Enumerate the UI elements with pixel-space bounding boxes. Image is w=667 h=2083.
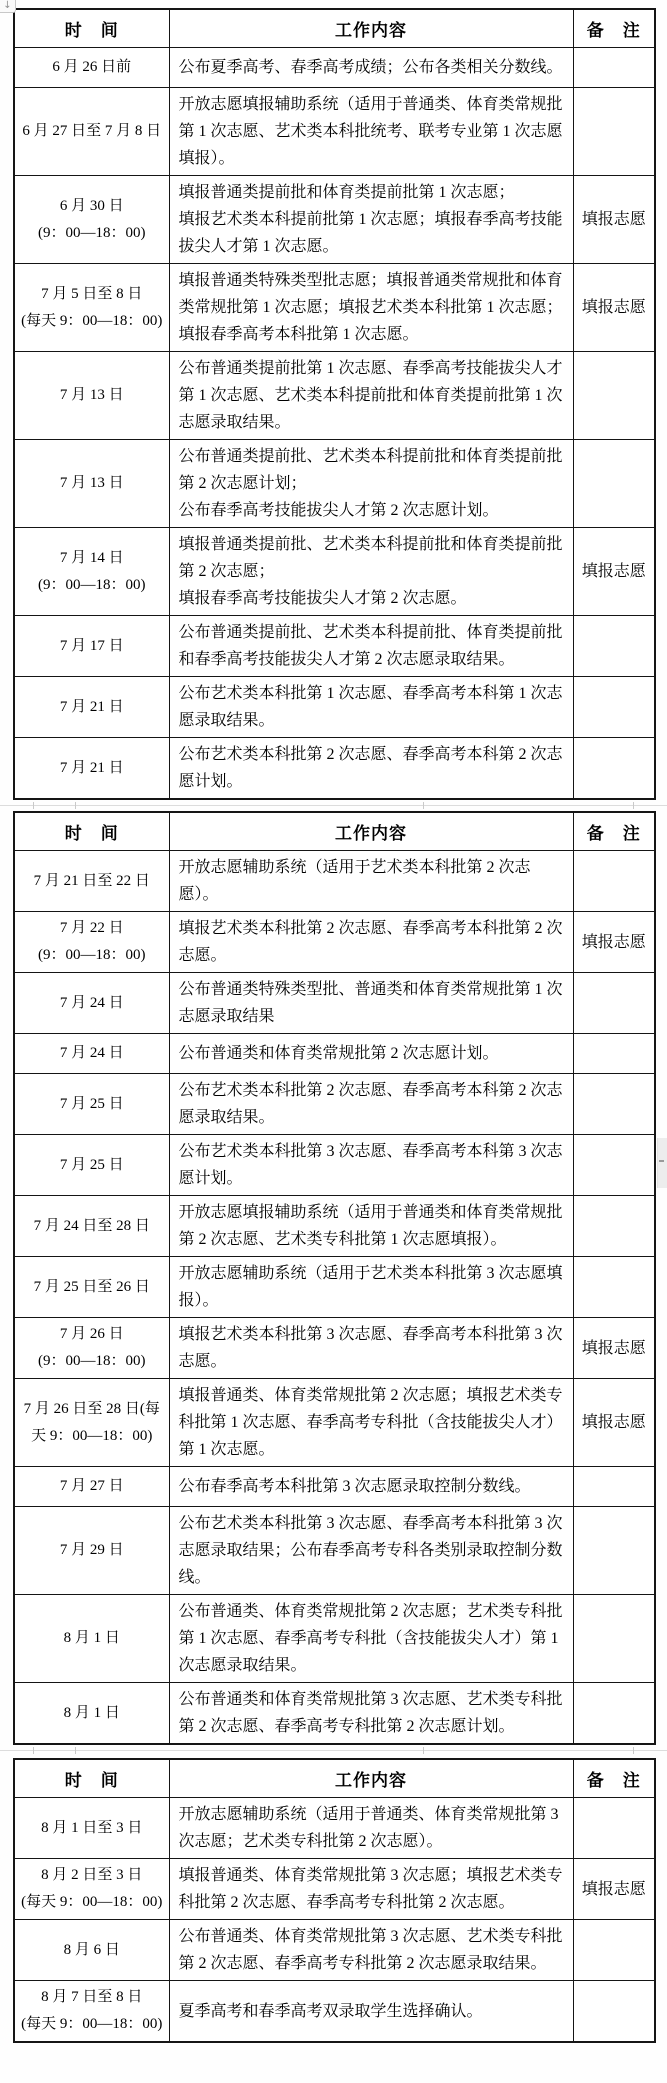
note-cell: [573, 88, 655, 176]
time-cell: [14, 1981, 169, 2043]
content-cell: [169, 1034, 573, 1074]
table-row: [14, 48, 655, 88]
content-cell: [169, 1798, 573, 1859]
table-row: [14, 1595, 655, 1683]
table-row: [14, 1920, 655, 1981]
content-text: 开放志愿辅助系统（适用于艺术类本科批第 3 次志愿填报）。: [178, 1265, 563, 1309]
content-cell: [169, 1257, 573, 1318]
content-text: 开放志愿辅助系统（适用于艺术类本科批第 2 次志愿）。: [178, 859, 531, 903]
time-cell: [14, 677, 169, 738]
content-text: 填报普通类、体育类常规批第 3 次志愿；填报艺术类专科批第 2 次志愿、春季高考专科批第 2 次志愿。: [178, 1867, 563, 1911]
note-cell: [573, 1074, 655, 1135]
time-text: 6 月 26 日前: [52, 59, 132, 75]
separator-tick: [75, 802, 76, 809]
content-text: 公布普通类和体育类常规批第 2 次志愿计划。: [178, 1045, 499, 1062]
content-text: 公布艺术类本科批第 1 次志愿、春季高考本科第 1 次志愿录取结果。: [178, 685, 563, 729]
time-text: 7 月 13 日: [59, 475, 124, 491]
content-cell: [169, 1683, 573, 1745]
time-cell: [14, 1859, 169, 1920]
content-cell: [169, 1595, 573, 1683]
note-cell: [573, 1257, 655, 1318]
time-text: 7 月 14 日: [59, 549, 124, 566]
content-cell: [169, 176, 573, 264]
content-cell: [169, 738, 573, 800]
table-row: [14, 1196, 655, 1257]
content-cell: [169, 1920, 573, 1981]
content-text: 填报春季高考技能拔尖人才第 2 次志愿。: [178, 590, 467, 607]
content-cell: [169, 912, 573, 973]
note-cell: 填报志愿: [573, 528, 655, 616]
table-row: [14, 1379, 655, 1467]
table-row: [14, 851, 655, 912]
time-text: 8 月 1 日至 3 日: [41, 1819, 143, 1836]
header-time: 时 间: [14, 1759, 169, 1798]
time-text: 7 月 17 日: [59, 637, 124, 654]
content-cell: [169, 677, 573, 738]
note-cell: [573, 1507, 655, 1595]
content-text: 公布普通类提前批、艺术类本科提前批和体育类提前批第 2 次志愿计划；: [178, 448, 563, 492]
time-cell: [14, 88, 169, 176]
content-cell: [169, 1318, 573, 1379]
time-text: 8 月 1 日: [63, 1704, 120, 1721]
table-row: [14, 264, 655, 352]
time-text: 7 月 24 日: [59, 1045, 124, 1061]
time-text: (9：00—18：00): [38, 224, 146, 241]
header-content: 工作内容: [169, 9, 573, 48]
time-text: 7 月 24 日: [59, 994, 124, 1011]
time-text: 7 月 21 日: [59, 759, 124, 776]
separator-tick: [75, 1747, 76, 1754]
time-text: 7 月 24 日至 28 日: [33, 1217, 150, 1234]
content-cell: [169, 1467, 573, 1507]
table-row: [14, 1318, 655, 1379]
table-row: [14, 912, 655, 973]
content-cell: [169, 1859, 573, 1920]
scrollbar-thumb[interactable]: [657, 1138, 667, 1188]
separator-tick: [633, 1747, 634, 1754]
time-cell: [14, 1318, 169, 1379]
separator-tick: [33, 1747, 34, 1754]
content-text: 开放志愿辅助系统（适用于普通类、体育类常规批第 3 次志愿；艺术类专科批第 2 次志愿）。: [178, 1806, 559, 1850]
header-note: 备 注: [573, 9, 655, 48]
time-cell: [14, 1595, 169, 1683]
bottom-margin: [0, 2043, 667, 2083]
time-cell: [14, 1798, 169, 1859]
time-text: 7 月 21 日至 22 日: [33, 872, 150, 889]
note-cell: [573, 440, 655, 528]
header-note: 备 注: [573, 812, 655, 851]
time-cell: [14, 1257, 169, 1318]
table-header-row: [14, 1759, 655, 1798]
content-text: 填报艺术类本科提前批第 1 次志愿；填报春季高考技能拔尖人才第 1 次志愿。: [178, 211, 563, 255]
time-cell: [14, 1135, 169, 1196]
table-row: [14, 528, 655, 616]
separator-tick: [633, 802, 634, 809]
note-cell: [573, 352, 655, 440]
note-cell: [573, 1798, 655, 1859]
time-cell: [14, 1467, 169, 1507]
note-cell: 填报志愿: [573, 912, 655, 973]
time-cell: [14, 264, 169, 352]
content-text: 公布普通类提前批第 1 次志愿、春季高考技能拔尖人才第 1 次志愿、艺术类本科提前批和体育类提前批第 1 次志愿录取结果。: [178, 360, 563, 431]
table-row: [14, 616, 655, 677]
time-cell: [14, 352, 169, 440]
note-cell: [573, 1196, 655, 1257]
time-text: 7 月 26 日至 28 日(每天 9：00—18：00): [23, 1400, 160, 1444]
content-text: 填报艺术类本科批第 3 次志愿、春季高考本科批第 3 次志愿。: [178, 1326, 563, 1370]
time-text: 7 月 26 日: [59, 1326, 124, 1342]
separator-tick: [33, 802, 34, 809]
note-cell: [573, 1683, 655, 1745]
time-text: 6 月 27 日至 7 月 8 日: [22, 123, 162, 139]
note-cell: [573, 1034, 655, 1074]
schedule-table-2: [0, 811, 667, 1745]
time-cell: [14, 1034, 169, 1074]
note-cell: 填报志愿: [573, 1859, 655, 1920]
note-cell: 填报志愿: [573, 264, 655, 352]
note-cell: [573, 973, 655, 1034]
header-note: 备 注: [573, 1759, 655, 1798]
time-text: 7 月 25 日: [59, 1095, 124, 1112]
note-cell: 填报志愿: [573, 1318, 655, 1379]
note-cell: [573, 1467, 655, 1507]
table-separator: [0, 1745, 667, 1758]
time-cell: [14, 176, 169, 264]
content-cell: [169, 1379, 573, 1467]
time-text: 7 月 27 日: [59, 1478, 124, 1494]
schedule-table-1-grid: [13, 8, 656, 800]
content-text: 公布普通类、体育类常规批第 3 次志愿、艺术类专科批第 2 次志愿、春季高考专科批第 2 次志愿录取结果。: [178, 1928, 563, 1972]
time-text: (每天 9：00—18：00): [21, 2016, 163, 2032]
note-cell: [573, 616, 655, 677]
note-cell: 填报志愿: [573, 1379, 655, 1467]
table-separator: [0, 800, 667, 811]
time-cell: [14, 528, 169, 616]
separator-tick: [423, 802, 424, 809]
time-text: 8 月 7 日至 8 日: [41, 1989, 143, 2005]
time-cell: [14, 440, 169, 528]
table-anchor-icon[interactable]: ↓: [0, 0, 16, 13]
time-text: 7 月 29 日: [59, 1542, 124, 1558]
note-cell: [573, 48, 655, 88]
table-row: [14, 677, 655, 738]
table-row: [14, 1683, 655, 1745]
table-header-row: [14, 812, 655, 851]
schedule-table-3: [0, 1758, 667, 2043]
table-row: [14, 352, 655, 440]
note-cell: 填报志愿: [573, 176, 655, 264]
scrollbar-mark: [659, 1160, 664, 1162]
time-text: (每天 9：00—18：00): [21, 1894, 163, 1910]
table-row: [14, 738, 655, 800]
table-row: [14, 1507, 655, 1595]
table-row: [14, 1074, 655, 1135]
time-text: 8 月 1 日: [63, 1630, 120, 1646]
time-text: 7 月 21 日: [59, 698, 124, 715]
table-row: [14, 176, 655, 264]
table-row: [14, 88, 655, 176]
note-cell: [573, 677, 655, 738]
content-cell: [169, 1196, 573, 1257]
schedule-table-3-grid: [13, 1758, 656, 2043]
content-text: 夏季高考和春季高考双录取学生选择确认。: [178, 2002, 483, 2020]
content-cell: [169, 973, 573, 1034]
content-text: 公布艺术类本科批第 2 次志愿、春季高考本科第 2 次志愿录取结果。: [178, 1082, 563, 1126]
content-cell: [169, 1507, 573, 1595]
time-text: (9：00—18：00): [38, 1353, 146, 1369]
table-row: [14, 440, 655, 528]
content-text: 开放志愿填报辅助系统（适用于普通类和体育类常规批第 2 次志愿、艺术类专科批第 1 次志愿填报）。: [178, 1204, 563, 1248]
content-cell: [169, 1074, 573, 1135]
time-cell: [14, 1683, 169, 1745]
content-text: 填报普通类提前批和体育类提前批第 1 次志愿；: [178, 184, 515, 201]
table-row: [14, 1467, 655, 1507]
time-cell: [14, 738, 169, 800]
content-text: 公布艺术类本科批第 3 次志愿、春季高考本科第 3 次志愿计划。: [178, 1143, 563, 1187]
content-text: 公布普通类特殊类型批、普通类和体育类常规批第 1 次志愿录取结果: [178, 981, 563, 1025]
time-text: 7 月 25 日: [59, 1156, 124, 1173]
content-cell: [169, 528, 573, 616]
content-text: 填报艺术类本科批第 2 次志愿、春季高考本科批第 2 次志愿。: [178, 920, 563, 964]
header-time: 时 间: [14, 9, 169, 48]
time-cell: [14, 48, 169, 88]
content-cell: [169, 1135, 573, 1196]
separator-tick: [423, 1747, 424, 1754]
time-text: 7 月 25 日至 26 日: [33, 1278, 150, 1295]
time-cell: [14, 1507, 169, 1595]
header-content: 工作内容: [169, 1759, 573, 1798]
time-cell: [14, 1379, 169, 1467]
schedule-table-1: [0, 0, 667, 800]
separator-line: [0, 1750, 667, 1751]
table-row: [14, 1859, 655, 1920]
content-text: 填报普通类提前批、艺术类本科提前批和体育类提前批第 2 次志愿；: [178, 536, 563, 580]
content-text: 填报普通类特殊类型批志愿；填报普通类常规批和体育类常规批第 1 次志愿；填报艺术类本科批第 1 次志愿；填报春季高考本科批第 1 次志愿。: [178, 272, 563, 343]
content-cell: [169, 851, 573, 912]
content-text: 公布艺术类本科批第 3 次志愿、春季高考本科批第 3 次志愿录取结果；公布春季高考专科各类别录取控制分数线。: [178, 1515, 563, 1586]
content-cell: [169, 440, 573, 528]
time-cell: [14, 973, 169, 1034]
note-cell: [573, 1595, 655, 1683]
content-text: 公布普通类、体育类常规批第 2 次志愿；艺术类专科批第 1 次志愿、春季高考专科批（含技能拔尖人才）第 1 次志愿录取结果。: [178, 1603, 563, 1674]
note-cell: [573, 1920, 655, 1981]
content-cell: [169, 48, 573, 88]
table-row: [14, 1257, 655, 1318]
content-text: 公布春季高考技能拔尖人才第 2 次志愿计划。: [178, 502, 499, 519]
header-content: 工作内容: [169, 812, 573, 851]
time-text: 8 月 6 日: [63, 1941, 120, 1958]
schedule-table-2-grid: [13, 811, 656, 1745]
content-cell: [169, 616, 573, 677]
table-row: [14, 973, 655, 1034]
time-cell: [14, 851, 169, 912]
time-text: (每天 9：00—18：00): [21, 312, 163, 329]
time-text: (9：00—18：00): [38, 576, 146, 593]
content-text: 公布普通类提前批、艺术类本科提前批、体育类提前批和春季高考技能拔尖人才第 2 次志愿录取结果。: [178, 624, 563, 668]
table-row: [14, 1135, 655, 1196]
content-cell: [169, 1981, 573, 2043]
time-text: 8 月 2 日至 3 日: [41, 1867, 143, 1883]
note-cell: [573, 1135, 655, 1196]
time-cell: [14, 1196, 169, 1257]
header-time: 时 间: [14, 812, 169, 851]
content-text: 开放志愿填报辅助系统（适用于普通类、体育类常规批第 1 次志愿、艺术类本科批统考、联考专业第 1 次志愿填报）。: [178, 96, 563, 167]
note-cell: [573, 1981, 655, 2043]
content-text: 公布春季高考本科批第 3 次志愿录取控制分数线。: [178, 1478, 531, 1495]
time-text: (9：00—18：00): [38, 947, 146, 963]
time-cell: [14, 1920, 169, 1981]
content-text: 公布艺术类本科批第 2 次志愿、春季高考本科第 2 次志愿计划。: [178, 746, 563, 790]
note-cell: [573, 851, 655, 912]
table-header-row: [14, 9, 655, 48]
time-cell: [14, 912, 169, 973]
content-text: 公布夏季高考、春季高考成绩；公布各类相关分数线。: [178, 59, 563, 76]
table-row: [14, 1798, 655, 1859]
note-cell: [573, 738, 655, 800]
time-cell: [14, 616, 169, 677]
content-cell: [169, 88, 573, 176]
time-text: 7 月 13 日: [59, 387, 124, 403]
time-text: 7 月 5 日至 8 日: [41, 285, 143, 302]
content-text: 填报普通类、体育类常规批第 2 次志愿；填报艺术类专科批第 1 次志愿、春季高考专科批（含技能拔尖人才）第 1 次志愿。: [178, 1387, 563, 1458]
separator-line: [0, 805, 667, 806]
time-text: 6 月 30 日: [59, 197, 124, 214]
content-cell: [169, 264, 573, 352]
content-cell: [169, 352, 573, 440]
table-row: [14, 1981, 655, 2043]
table-row: [14, 1034, 655, 1074]
time-cell: [14, 1074, 169, 1135]
time-text: 7 月 22 日: [59, 920, 124, 936]
content-text: 公布普通类和体育类常规批第 3 次志愿、艺术类专科批第 2 次志愿、春季高考专科批第 2 次志愿计划。: [178, 1691, 563, 1735]
